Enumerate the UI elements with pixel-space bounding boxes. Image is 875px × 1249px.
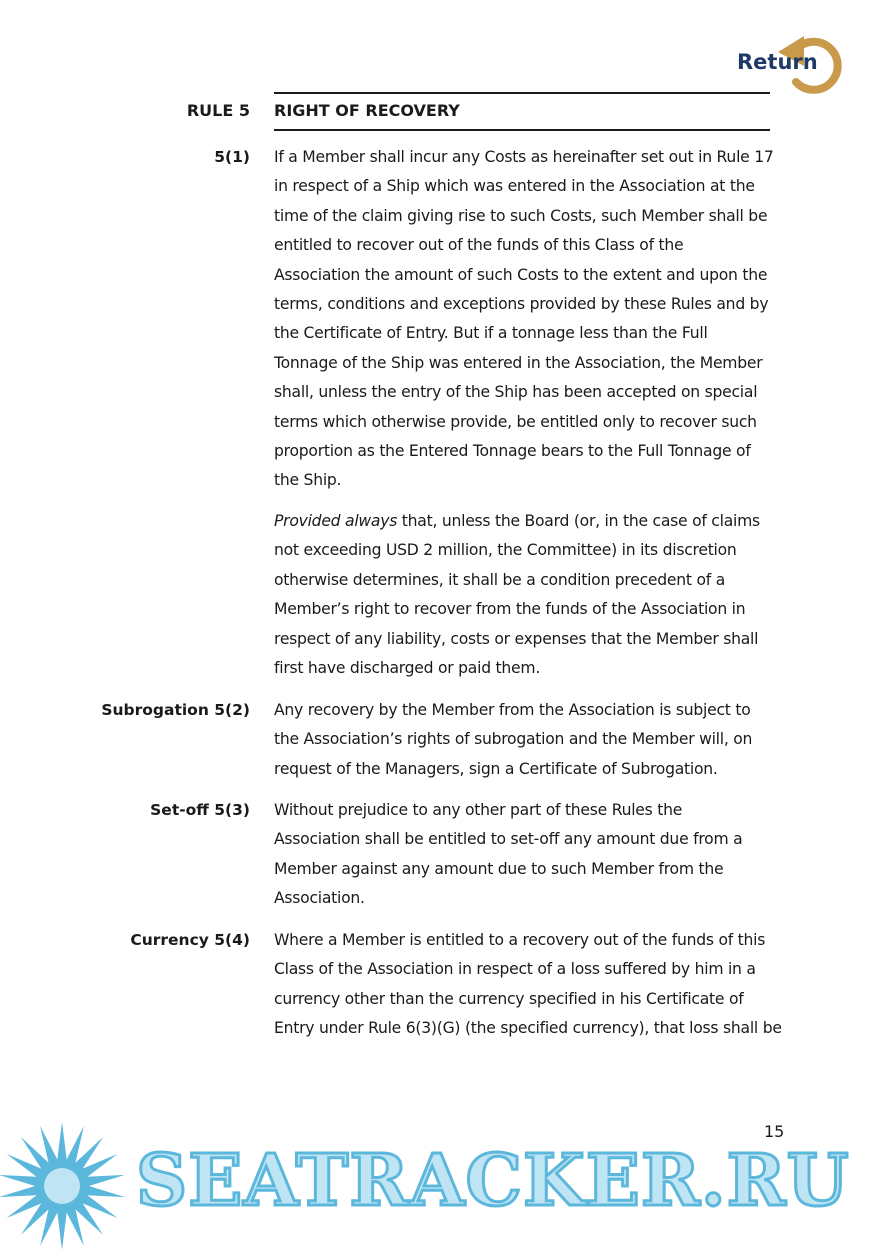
text-line: terms which otherwise provide, be entitled only to recover such [274, 412, 757, 431]
return-label: Return [737, 50, 818, 74]
text-line: not exceeding USD 2 million, the Committee) in its discretion [274, 541, 737, 560]
section-label-subrogation: Subrogation 5(2) [101, 701, 250, 719]
text-line: Where a Member is entitled to a recovery out of the funds of this [274, 931, 766, 949]
section-5-4-body [274, 926, 782, 1044]
text-line: in respect of a Ship which was entered in the Association at the [274, 177, 755, 196]
provided-always-emphasis: Provided always [274, 512, 398, 530]
section-5-1-paragraph-1 [274, 143, 774, 496]
rule-header-top-rule [274, 92, 770, 94]
text-line: the Ship. [274, 471, 342, 490]
text-line: Entry under Rule 6(3)(G) (the specified currency), that loss shall be [274, 1019, 782, 1038]
return-button[interactable] [734, 22, 854, 98]
text-line: Association. [274, 889, 365, 908]
text-line: the Association’s rights of subrogation and the Member will, on [274, 730, 753, 749]
section-5-2-body [274, 696, 774, 784]
text-line: respect of any liability, costs or expenses that the Member shall [274, 629, 759, 648]
rule-header-bottom-rule [274, 129, 770, 131]
text-line: terms, conditions and exceptions provided by these Rules and by [274, 295, 769, 314]
text-line: Any recovery by the Member from the Association is subject to [274, 701, 751, 719]
text-line: Association the amount of such Costs to the extent and upon the [274, 265, 768, 284]
text-line: proportion as the Entered Tonnage bears to the Full Tonnage of [274, 442, 751, 461]
text-line: request of the Managers, sign a Certificate of Subrogation. [274, 759, 718, 778]
section-label-set-off: Set-off 5(3) [150, 801, 250, 819]
text-line: Member against any amount due to such Member from the [274, 859, 724, 878]
text-line: the Certificate of Entry. But if a tonnage less than the Full [274, 324, 708, 343]
text-line [274, 507, 774, 536]
section-5-3-body [274, 796, 774, 914]
watermark-text: SEATRACKER.RU [136, 1138, 850, 1222]
text-line: shall, unless the entry of the Ship has been accepted on special [274, 383, 758, 402]
section-5-1-paragraph-2 [274, 507, 774, 683]
text-line: time of the claim giving rise to such Costs, such Member shall be [274, 206, 768, 225]
text-line: Association shall be entitled to set-off any amount due from a [274, 830, 743, 849]
text-line: Tonnage of the Ship was entered in the Association, the Member [274, 353, 763, 372]
text-line: otherwise determines, it shall be a condition precedent of a [274, 570, 726, 589]
rule-number: RULE 5 [186, 101, 250, 120]
text-line: Class of the Association in respect of a loss suffered by him in a [274, 960, 756, 979]
section-label-5-1: 5(1) [214, 148, 250, 166]
section-label-currency: Currency 5(4) [130, 931, 250, 949]
page-number: 15 [764, 1122, 785, 1141]
text-line: Without prejudice to any other part of these Rules the [274, 801, 683, 819]
text-line: If a Member shall incur any Costs as hereinafter set out in Rule 17 [274, 148, 774, 166]
text-line-rest: that, unless the Board (or, in the case of claims [397, 512, 760, 530]
text-line: first have discharged or paid them. [274, 659, 541, 678]
text-line: currency other than the currency specified in his Certificate of [274, 989, 744, 1008]
text-line: Member’s right to recover from the funds of the Association in [274, 600, 746, 619]
text-line: entitled to recover out of the funds of this Class of the [274, 236, 684, 255]
rule-title: RIGHT OF RECOVERY [274, 101, 460, 120]
